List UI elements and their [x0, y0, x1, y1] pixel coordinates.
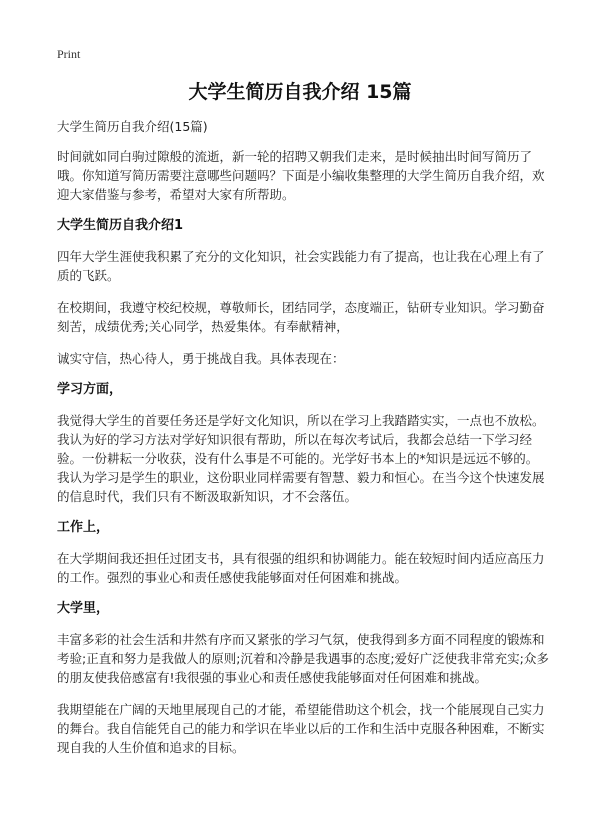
paragraph-traits: 诚实守信，热心待人，勇于挑战自我。具体表现在：: [57, 351, 345, 366]
study-paragraph: 我觉得大学生的首要任务还是学好文化知识，所以在学习上我踏踏实实，一点也不放松。我认为好的学习方法对学好知识很有帮助，所以在每次考试后，我都会总结一下学习经验。一份耕耘一分收获，没有什么事是不可能的。光学好书本上的*知识是远远不够的。我认为学习是学生的职业，这份职业同样需要有智慧、毅力和恒心。在当今这个快速发展的信息时代，我们只有不断汲取新知识，才不会落伍。: [57, 413, 545, 504]
paragraph-overview: 四年大学生涯使我积累了充分的文化知识，社会实践能力有了提高，也让我在心理上有了质的飞跃。: [57, 249, 545, 283]
study-heading: 学习方面，: [57, 382, 123, 397]
section-heading: 大学生简历自我介绍1: [57, 218, 184, 233]
intro-paragraph: 时间就如同白驹过隙般的流逝，新一轮的招聘又朝我们走来，是时候抽出时间写简历了哦。你知道写简历需要注意哪些问题吗？下面是小编收集整理的大学生简历自我介绍，欢迎大家借鉴与参考，希望对大家有所帮助。: [57, 149, 545, 202]
document-body: [57, 118, 550, 770]
university-paragraph: 丰富多彩的社会生活和井然有序而又紧张的学习气氛，使我得到多方面不同程度的锻炼和考验;正直和努力是我做人的原则;沉着和冷静是我遇事的态度;爱好广泛使我非常充实;众多的朋友使我倍感富有!我很强的事业心和责任感使我能够面对任何困难和挑战。: [57, 632, 549, 685]
paragraph-campus: 在校期间，我遵守校纪校规，尊敬师长，团结同学，态度端正，钻研专业知识。学习勤奋刻苦，成绩优秀;关心同学，热爱集体。有奉献精神，: [57, 300, 545, 334]
work-paragraph: 在大学期间我还担任过团支书，具有很强的组织和协调能力。能在较短时间内适应高压力的工作。强烈的事业心和责任感使我能够面对任何困难和挑战。: [57, 551, 545, 585]
document-subtitle: 大学生简历自我介绍(15篇): [57, 119, 208, 134]
work-heading: 工作上，: [57, 520, 110, 535]
university-heading: 大学里，: [57, 601, 110, 616]
closing-paragraph: 我期望能在广阔的天地里展现自己的才能，希望能借助这个机会，找一个能展现自己实力的舞台。我自信能凭自己的能力和学识在毕业以后的工作和生活中克服各种困难，不断实现自我的人生价值和追求的目标。: [57, 702, 545, 755]
page-title: 大学生简历自我介绍 15篇: [188, 81, 412, 103]
print-link[interactable]: Print: [57, 47, 81, 61]
